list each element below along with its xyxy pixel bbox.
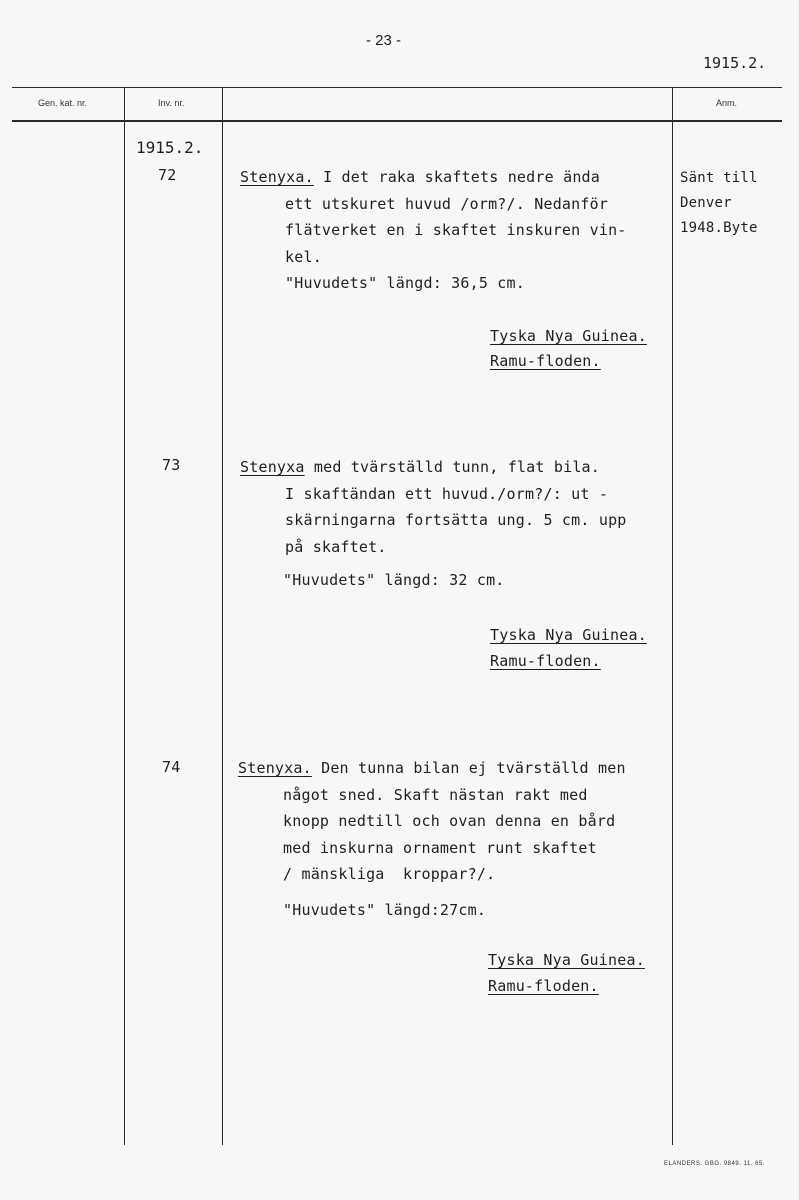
inv-year-handwritten: 1915.2. bbox=[136, 138, 204, 157]
entry-72-line-3: flätverket en i skaftet inskuren vin- bbox=[285, 221, 627, 239]
anm-line-1: Sänt till bbox=[680, 170, 758, 186]
inv-number-74: 74 bbox=[162, 758, 181, 776]
header-bottom-rule bbox=[12, 120, 782, 122]
entry-72-text bbox=[240, 164, 627, 297]
entry-72-title: Stenyxa. bbox=[240, 168, 314, 186]
entry-73-title: Stenyxa bbox=[240, 458, 305, 476]
column-header-gen-kat: Gen. kat. nr. bbox=[38, 98, 88, 108]
entry-74-line-2: något sned. Skaft nästan rakt med bbox=[283, 785, 588, 804]
entry-74-line-5: / mänskliga kroppar?/. bbox=[283, 865, 496, 883]
column-divider-2 bbox=[222, 87, 223, 1145]
column-header-anm: Anm. bbox=[716, 98, 738, 108]
entry-74-line-3: knopp nedtill och ovan denna en bård bbox=[283, 812, 616, 830]
entry-73-line-3: skärningarna fortsätta ung. 5 cm. upp bbox=[285, 511, 627, 529]
year-code: 1915.2. bbox=[703, 54, 767, 72]
entry-73-place-1: Tyska Nya Guinea. bbox=[490, 626, 647, 644]
page-number: - 23 - bbox=[366, 32, 402, 49]
entry-73-length: "Huvudets" längd: 32 cm. bbox=[283, 571, 505, 589]
entry-72-line-1: I det raka skaftets nedre ända bbox=[313, 168, 601, 186]
inv-number-73: 73 bbox=[162, 456, 181, 474]
entry-74-text bbox=[238, 755, 626, 888]
entry-74-place-1: Tyska Nya Guinea. bbox=[488, 951, 645, 969]
column-divider-3 bbox=[672, 87, 673, 1145]
entry-73-line-2: I skaftändan ett huvud./orm?/: ut - bbox=[285, 484, 609, 503]
header-top-rule bbox=[12, 87, 782, 88]
column-header-inv: Inv. nr. bbox=[158, 98, 185, 108]
entry-74-line-1: Den tunna bilan ej tvärställd men bbox=[311, 759, 626, 777]
entry-73-text bbox=[240, 454, 627, 560]
entry-74-line-4: med inskurna ornament runt skaftet bbox=[283, 838, 597, 857]
anm-line-3: 1948.Byte bbox=[680, 220, 758, 236]
entry-72-line-4: kel. bbox=[285, 247, 322, 266]
entry-72-anm bbox=[680, 166, 758, 241]
entry-74-title: Stenyxa. bbox=[238, 759, 312, 777]
entry-73-place-2: Ramu-floden. bbox=[490, 652, 601, 670]
anm-line-2: Denver bbox=[680, 195, 732, 211]
entry-72-line-5: "Huvudets" längd: 36,5 cm. bbox=[285, 274, 525, 292]
inv-number-72: 72 bbox=[158, 166, 177, 184]
entry-72-place-2: Ramu-floden. bbox=[490, 352, 601, 370]
entry-74-place-2: Ramu-floden. bbox=[488, 977, 599, 995]
entry-73-line-4: på skaftet. bbox=[285, 537, 387, 556]
entry-73-line-1: med tvärställd tunn, flat bila. bbox=[304, 458, 601, 476]
entry-74-length: "Huvudets" längd:27cm. bbox=[283, 901, 487, 919]
entry-72-place-1: Tyska Nya Guinea. bbox=[490, 327, 647, 345]
entry-72-line-2: ett utskuret huvud /orm?/. Nedanför bbox=[285, 194, 609, 213]
column-divider-1 bbox=[124, 87, 125, 1145]
printer-imprint: ELANDERS. GBG. 9849. 11. 65. bbox=[664, 1161, 765, 1167]
